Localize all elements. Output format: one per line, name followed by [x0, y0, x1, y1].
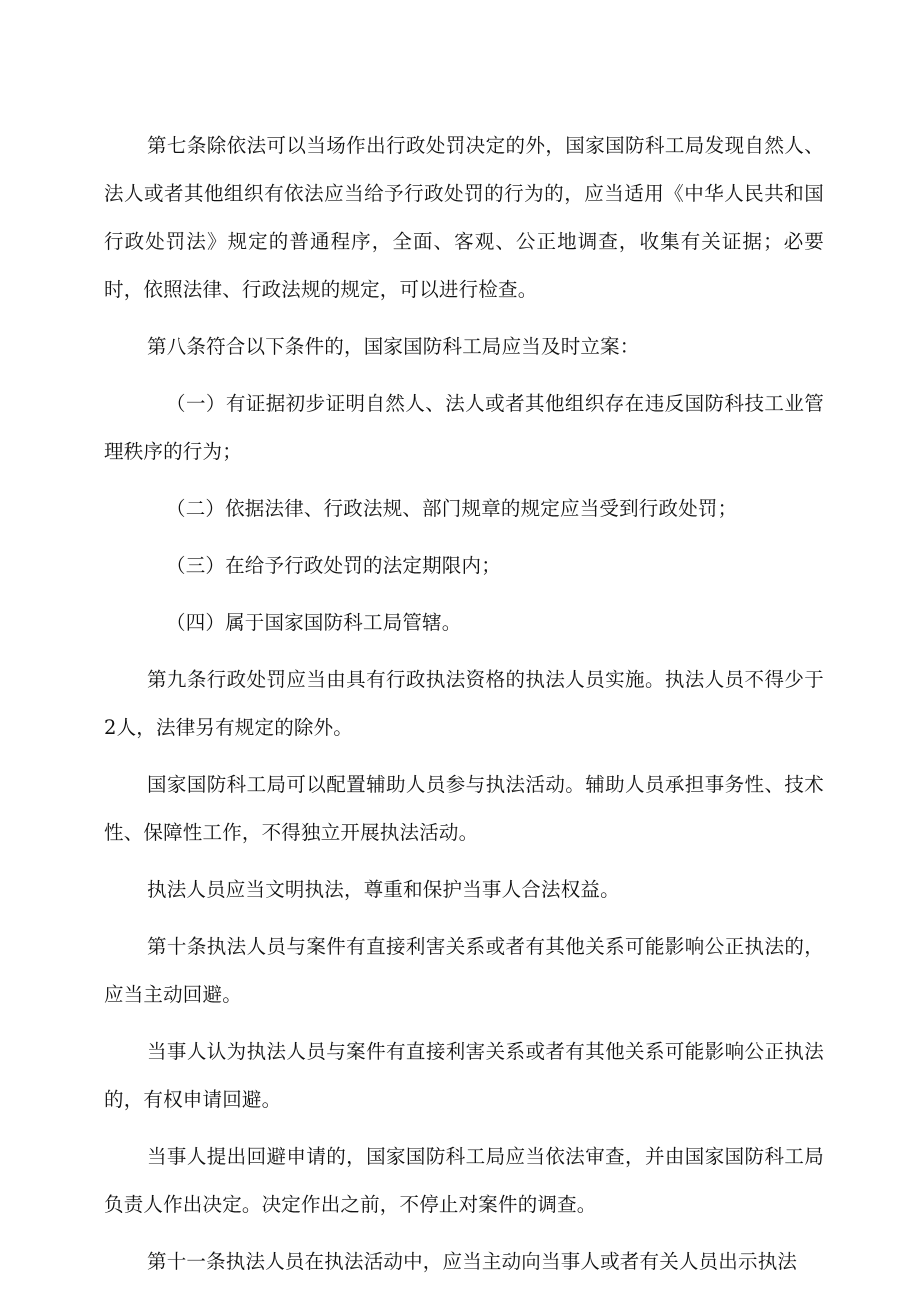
article-8-item-2: （二）依据法律、行政法规、部门规章的规定应当受到行政处罚；: [166, 497, 738, 520]
article-10-paragraph-2: 当事人认为执法人员与案件有直接利害关系或者有其他关系可能影响公正执法的，有权申请回避。: [104, 1040, 824, 1111]
document-body: [104, 122, 824, 1295]
article-7-paragraph: 第七条除依法可以当场作出行政处罚决定的外，国家国防科工局发现自然人、法人或者其他组织有依法应当给予行政处罚的行为的，应当适用《中华人民共和国行政处罚法》规定的普通程序，全面、客观、公正地调查，收集有关证据；必要时，依照法律、行政法规的规定，可以进行检查。: [104, 134, 824, 301]
article-8-item-4: （四）属于国家国防科工局管辖。: [166, 611, 462, 634]
article-10-paragraph: 第十条执法人员与案件有直接利害关系或者有其他关系可能影响公正执法的，应当主动回避。: [104, 935, 824, 1006]
article-9-paragraph-3: 执法人员应当文明执法，尊重和保护当事人合法权益。: [147, 878, 620, 901]
article-9-paragraph-2: 国家国防科工局可以配置辅助人员参与执法活动。辅助人员承担事务性、技术性、保障性工作，不得独立开展执法活动。: [104, 773, 824, 844]
article-11-paragraph: 第十一条执法人员在执法活动中，应当主动向当事人或者有关人员出示执法: [147, 1250, 798, 1273]
article-9-paragraph: 第九条行政处罚应当由具有行政执法资格的执法人员实施。执法人员不得少于2人，法律另有规定的除外。: [104, 668, 824, 739]
article-8-paragraph: 第八条符合以下条件的，国家国防科工局应当及时立案：: [147, 335, 640, 358]
article-8-item-3: （三）在给予行政处罚的法定期限内；: [166, 554, 501, 577]
article-8-item-1: （一）有证据初步证明自然人、法人或者其他组织存在违反国防科技工业管理秩序的行为；: [104, 392, 824, 463]
article-10-paragraph-3: 当事人提出回避申请的，国家国防科工局应当依法审查，并由国家国防科工局负责人作出决定。决定作出之前，不停止对案件的调查。: [104, 1145, 824, 1216]
